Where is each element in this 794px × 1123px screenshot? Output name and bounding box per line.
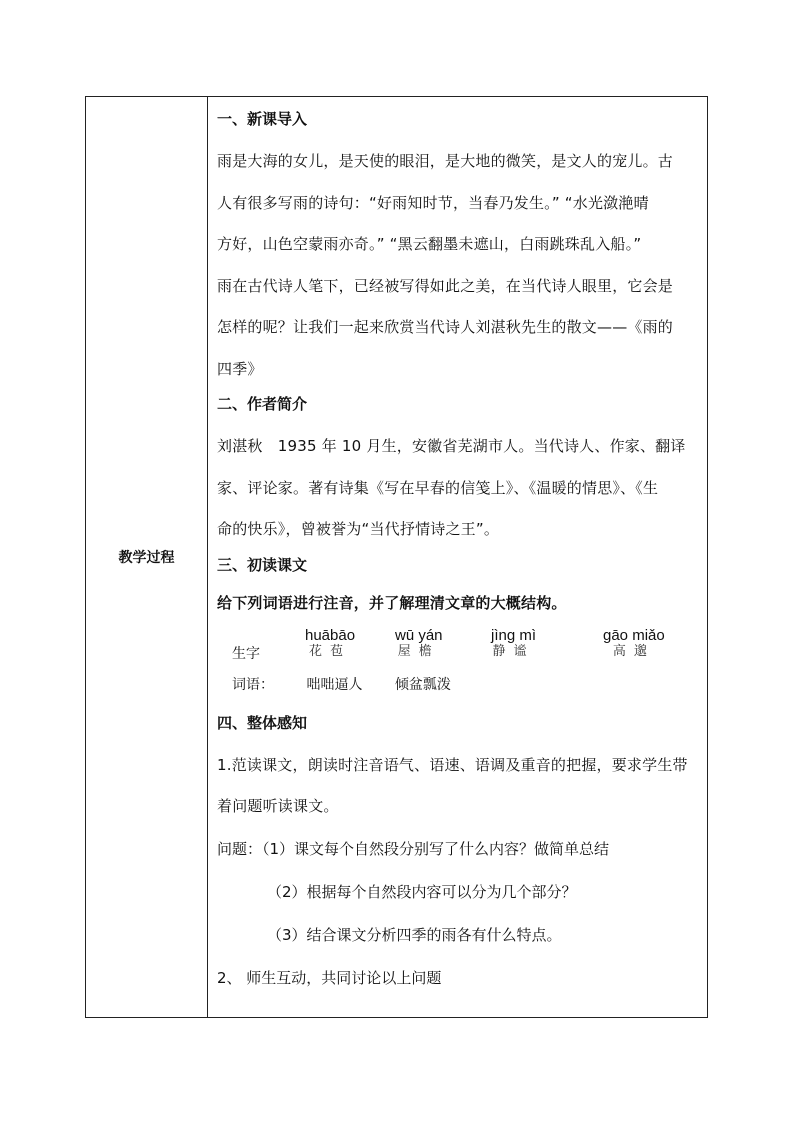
- pinyin-text: jìng mì: [491, 626, 537, 644]
- pinyin-chars: 高邈: [612, 643, 655, 659]
- section-heading-first-read: 三、初读课文: [217, 555, 308, 574]
- pinyin-chars: 花苞: [309, 643, 352, 659]
- section-heading-overall: 四、整体感知: [217, 713, 308, 732]
- row-label: 教学过程: [118, 550, 175, 566]
- interaction-line: 2、 师生互动，共同讨论以上问题: [217, 968, 442, 987]
- column-divider: [207, 97, 208, 1017]
- ciyu-row: [232, 675, 702, 695]
- pinyin-chars: 屋檐: [397, 643, 440, 659]
- section-heading-intro: 一、新课导入: [217, 110, 308, 128]
- shengzi-label: 生字: [232, 645, 260, 662]
- intro-line: 四季》: [217, 359, 263, 378]
- pinyin-item: [395, 627, 443, 659]
- pinyin-text: gāo miǎo: [603, 626, 665, 644]
- pinyin-row: [217, 627, 702, 669]
- intro-line: 方好，山色空蒙雨亦奇。” “黑云翻墨未遮山，白雨跳珠乱入船。”: [217, 235, 642, 253]
- intro-line: 怎样的呢？让我们一起来欣赏当代诗人刘湛秋先生的散文——《雨的: [217, 318, 674, 336]
- ciyu-label: 词语：: [232, 676, 274, 693]
- pinyin-item: [603, 627, 665, 659]
- ciyu-word: 咄咄逼人: [306, 676, 363, 693]
- section-heading-author: 二、作者简介: [217, 395, 308, 413]
- pinyin-chars: 静谧: [492, 643, 535, 659]
- intro-line: 雨在古代诗人笔下，已经被写得如此之美，在当代诗人眼里，它会是: [217, 276, 674, 295]
- author-line: 刘湛秋 1935 年 10 月生，安徽省芜湖市人。当代诗人、作家、翻译: [217, 437, 686, 455]
- intro-line: 雨是大海的女儿，是天使的眼泪，是大地的微笑，是文人的宠儿。古: [217, 152, 674, 170]
- pinyin-text: huābāo: [305, 626, 356, 644]
- content-cell: [217, 109, 702, 1000]
- author-line: 家、评论家。著有诗集《写在早春的信笺上》、《温暖的情思》、《生: [217, 478, 659, 497]
- overall-line: 着问题听读课文。: [217, 797, 339, 815]
- question-line: （3）结合课文分析四季的雨各有什么特点。: [267, 925, 562, 944]
- ciyu-word: 倾盆瓢泼: [394, 676, 451, 693]
- author-line: 命的快乐》，曾被誉为“当代抒情诗之王”。: [217, 520, 500, 538]
- question-line: （2）根据每个自然段内容可以分为几个部分？: [267, 882, 577, 901]
- question-line: 问题：（1）课文每个自然段分别写了什么内容？做简单总结: [217, 839, 610, 858]
- first-read-task: 给下列词语进行注音，并了解理清文章的大概结构。: [217, 593, 567, 612]
- pinyin-text: wū yán: [395, 626, 443, 644]
- pinyin-item: [491, 627, 536, 659]
- overall-line: 1.范读课文，朗读时注音语气、语速、语调及重音的把握，要求学生带: [217, 755, 688, 774]
- lesson-table: [85, 96, 708, 1018]
- pinyin-item: [305, 627, 355, 659]
- intro-line: 人有很多写雨的诗句：“好雨知时节，当春乃发生。” “水光潋滟晴: [217, 193, 649, 212]
